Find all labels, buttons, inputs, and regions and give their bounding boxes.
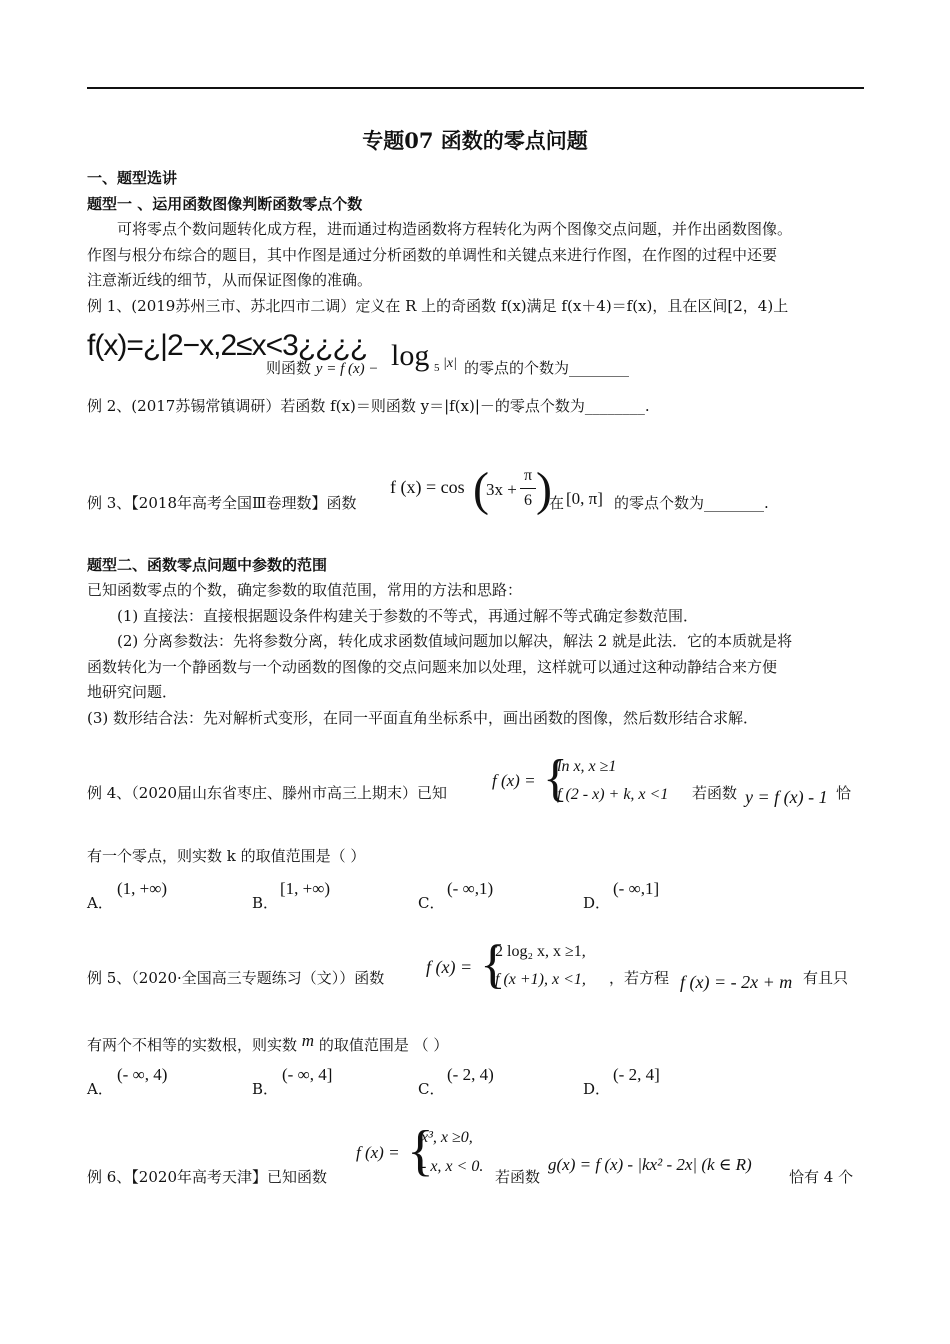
example-3-cos-expression: f (x) = cos (390, 477, 465, 497)
example-1-statement: 例 1、(2019苏州三市、苏北四市二调）定义在 R 上的奇函数 f(x)满足 f(x＋4)＝f(x)，且在区间[2，4)上 (87, 297, 789, 315)
example-4-case-2: f (2 - x) + k, x <1 (557, 786, 669, 803)
log-symbol: log (391, 339, 430, 372)
example-1-log (391, 338, 429, 374)
example-4-case-1: ln x, x ≥1 (557, 758, 617, 775)
fraction-denominator: 6 (524, 492, 532, 509)
example-5-question-part-1: 有两个不相等的实数根，则实数 (87, 1036, 298, 1054)
example-5-case-2: f (x +1), x <1, (495, 971, 586, 988)
type2-para-line: (3) 数形结合法：先对解析式变形，在同一平面直角坐标系中，画出函数的图像，然后数形结合求解． (87, 709, 759, 727)
example-3-mid: 在 (549, 494, 565, 512)
example-6-mid: 若函数 (495, 1168, 541, 1186)
option-c-label: C． (418, 894, 445, 912)
example-5-question-part-2: 的取值范围是 （ ） (318, 1036, 449, 1054)
option-c-value: (- 2, 4) (447, 1065, 494, 1084)
type1-para-line: 注意渐近线的细节，从而保证图像的准确。 (87, 271, 373, 289)
type1-para-line: 作图与根分布综合的题目，其中作图是通过分析函数的单调性和关键点来进行作图，在作图的过程中还要 (87, 246, 778, 264)
example-1-log-argument: |x| (443, 356, 457, 371)
type2-para-line: (1) 直接法：直接根据题设条件构建关于参数的不等式，再通过解不等式确定参数范围． (117, 607, 699, 625)
example-1-expression: y = f (x) − (315, 361, 379, 377)
option-a-value: (1, +∞) (117, 879, 168, 898)
example-3-suffix: 的零点个数为________. (614, 494, 769, 512)
option-a-label: A． (87, 1080, 113, 1098)
example-5-mid: ，若方程 (609, 969, 670, 987)
example-3-interval: [0, π] (566, 489, 603, 508)
example-1-tail: 的零点的个数为________ (464, 359, 630, 377)
option-c-value: (- ∞,1) (447, 879, 494, 898)
fraction-bar (520, 488, 536, 489)
example-4-lhs: f (x) = (492, 771, 536, 790)
example-5-question (87, 1031, 448, 1055)
fraction-numerator: π (523, 467, 533, 484)
example-4-tail: 恰 (836, 784, 852, 802)
example-5-variable-m: m (301, 1031, 315, 1050)
option-b-value: [1, +∞) (280, 879, 331, 898)
example-3-inner: 3x + (486, 480, 517, 499)
example-1-formula-text: f(x)=¿|2−x,2≤x<3¿¿¿¿ (87, 329, 368, 362)
type2-para-line: 已知函数零点的个数，确定参数的取值范围，常用的方法和思路： (87, 581, 523, 599)
example-5-prefix: 例 5、（2020·全国高三专题练习（文））函数 (87, 969, 385, 987)
example-6-lhs: f (x) = (356, 1143, 400, 1162)
example-1-log-base: 5 (434, 362, 440, 374)
example-5-case-1: 2 log₂ x, x ≥1, (495, 943, 586, 960)
type1-heading: 题型一 、运用函数图像判断函数零点个数 (87, 195, 363, 213)
example-6-case-1: x³, x ≥0, (421, 1129, 473, 1146)
example-6-case-2: - x, x < 0. (421, 1158, 484, 1175)
example-6-expression: g(x) = f (x) - |kx² - 2x| (k ∈ R) (548, 1155, 752, 1174)
example-1-question (266, 358, 379, 379)
right-paren: ) (536, 463, 552, 516)
type2-para-line: 函数转化为一个静函数与一个动函数的图像的交点问题来加以处理，这样就可以通过这种动静结合来方便 (87, 658, 778, 676)
page-title: 专题07 函数的零点问题 (362, 128, 588, 153)
example-5-tail: 有且只 (803, 969, 849, 987)
example-6-prefix: 例 6、【2020年高考天津】已知函数 (87, 1168, 327, 1186)
left-paren: ( (473, 463, 489, 516)
example-5-expression: f (x) = - 2x + m (680, 972, 793, 992)
type2-heading: 题型二、函数零点问题中参数的范围 (87, 556, 328, 574)
example-3-lhs (390, 476, 465, 498)
option-d-value: (- 2, 4] (613, 1065, 660, 1084)
option-b-value: (- ∞, 4] (282, 1065, 333, 1084)
example-6-tail: 恰有 4 个 (789, 1168, 854, 1186)
section-heading: 一、题型选讲 (87, 169, 178, 187)
type2-para-line: 地研究问题． (87, 683, 178, 701)
top-rule (87, 87, 864, 89)
option-a-value: (- ∞, 4) (117, 1065, 168, 1084)
example-4-expression: y = f (x) - 1 (745, 787, 828, 807)
option-a-label: A． (87, 894, 113, 912)
type1-para-line: 可将零点个数问题转化成方程，进而通过构造函数将方程转化为两个图像交点问题，并作出函数图像。 (117, 220, 793, 238)
option-d-value: (- ∞,1] (613, 879, 660, 898)
option-b-label: B． (252, 1080, 279, 1098)
option-b-label: B． (252, 894, 279, 912)
example-2-statement: 例 2、(2017苏锡常镇调研）若函数 f(x)＝则函数 y＝|f(x)|－的零点个数为________. (87, 397, 650, 415)
brace: { (480, 934, 506, 994)
brace: { (407, 1120, 434, 1182)
brace: { (543, 750, 568, 807)
example-3-prefix: 例 3、【2018年高考全国Ⅲ卷理数】函数 (87, 494, 357, 512)
example-4-question: 有一个零点，则实数 k 的取值范围是（ ） (87, 847, 366, 865)
option-d-label: D． (583, 1080, 611, 1098)
option-c-label: C． (418, 1080, 445, 1098)
option-d-label: D． (583, 894, 611, 912)
type2-para-line: (2) 分离参数法：先将参数分离，转化成求函数值域问题加以解决，解法 2 就是此法．它的本质就是将 (117, 632, 793, 650)
example-1-then: 则函数 (266, 359, 312, 377)
example-4-prefix: 例 4、（2020届山东省枣庄、滕州市高三上期末）已知 (87, 784, 447, 802)
example-5-lhs: f (x) = (426, 957, 473, 977)
example-4-mid: 若函数 (692, 784, 738, 802)
